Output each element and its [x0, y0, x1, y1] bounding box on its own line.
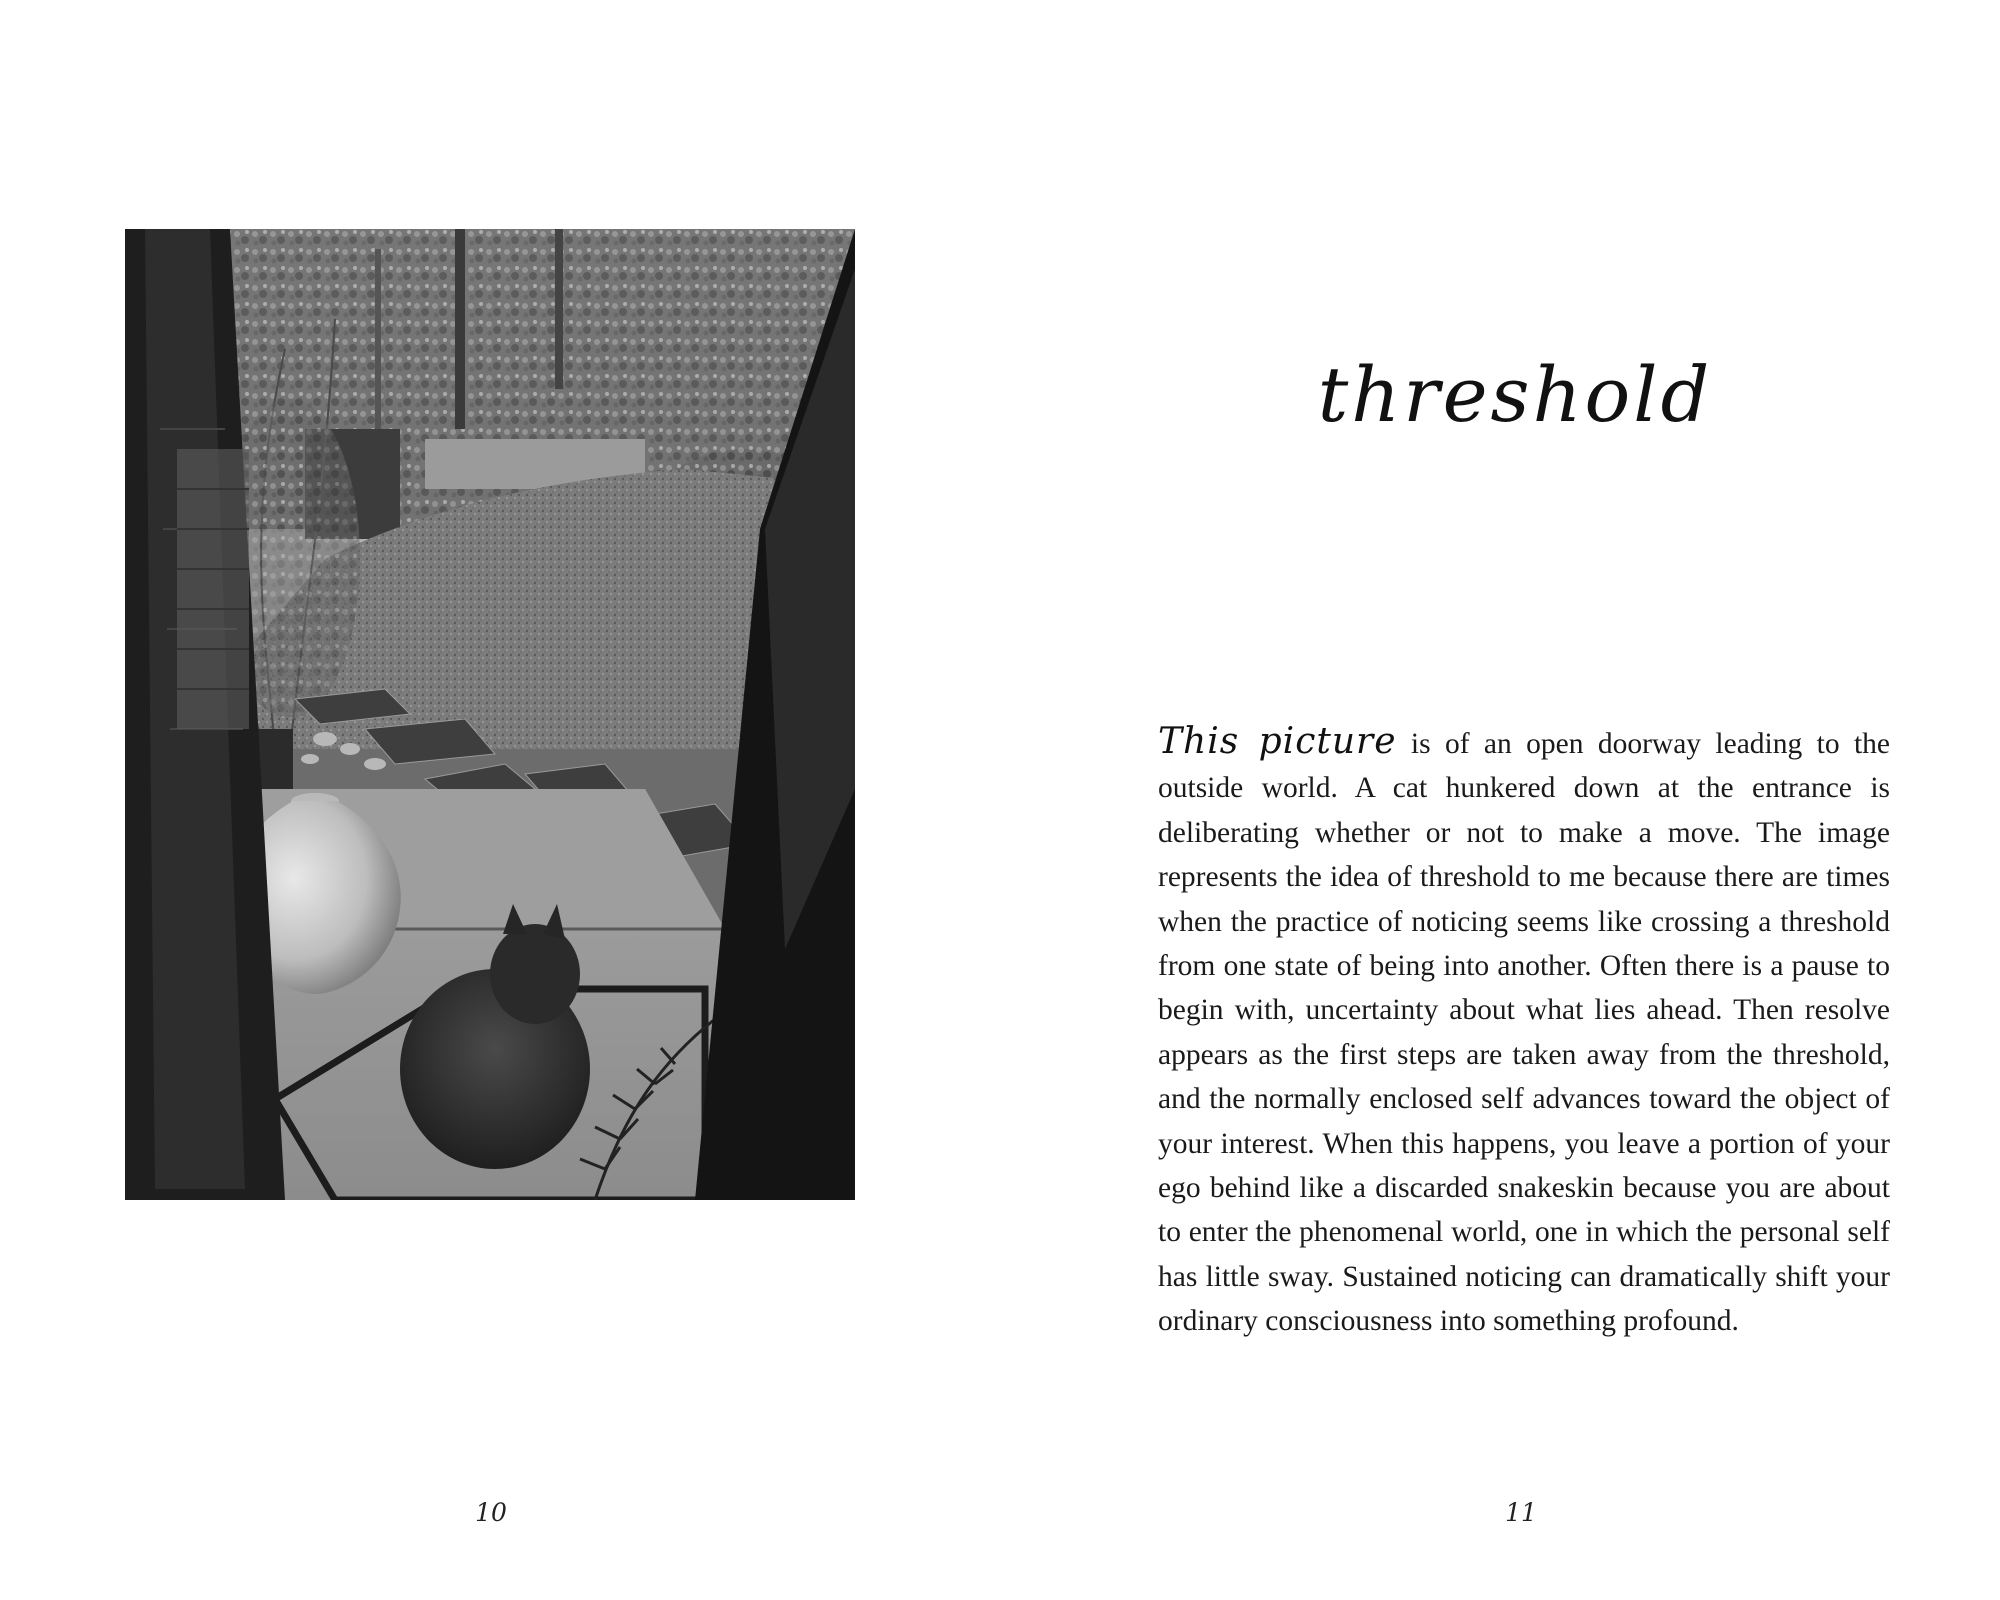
doorway-cat-photo [125, 229, 855, 1200]
body-paragraph [1158, 720, 1890, 1344]
page-number-right: 11 [1505, 1498, 1537, 1527]
photo-illustration [125, 229, 855, 1200]
chapter-title: threshold [1317, 350, 1713, 439]
lead-in-phrase: This picture [1158, 721, 1397, 762]
paragraph-text: is of an open doorway leading to the outside world. A cat hunkered down at the entrance is deliberating whether or not to make a move. The image represents the idea of threshold to me because there are times when the practice of noticing seems like crossing a threshold from one state of being into another. Often there is a pause to begin with, uncertainty about what lies ahead. Then resolve appears as the first steps are taken away from the threshold, and the normally enclosed self advances toward the object of your interest. When this happens, you leave a portion of your ego behind like a discarded snakeskin because you are about to enter the phenomenal world, one in which the personal self has little sway. Sustained noticing can dramatically shift your ordinary consciousness into something profound. [1158, 728, 1890, 1338]
page-number-left: 10 [475, 1498, 507, 1527]
